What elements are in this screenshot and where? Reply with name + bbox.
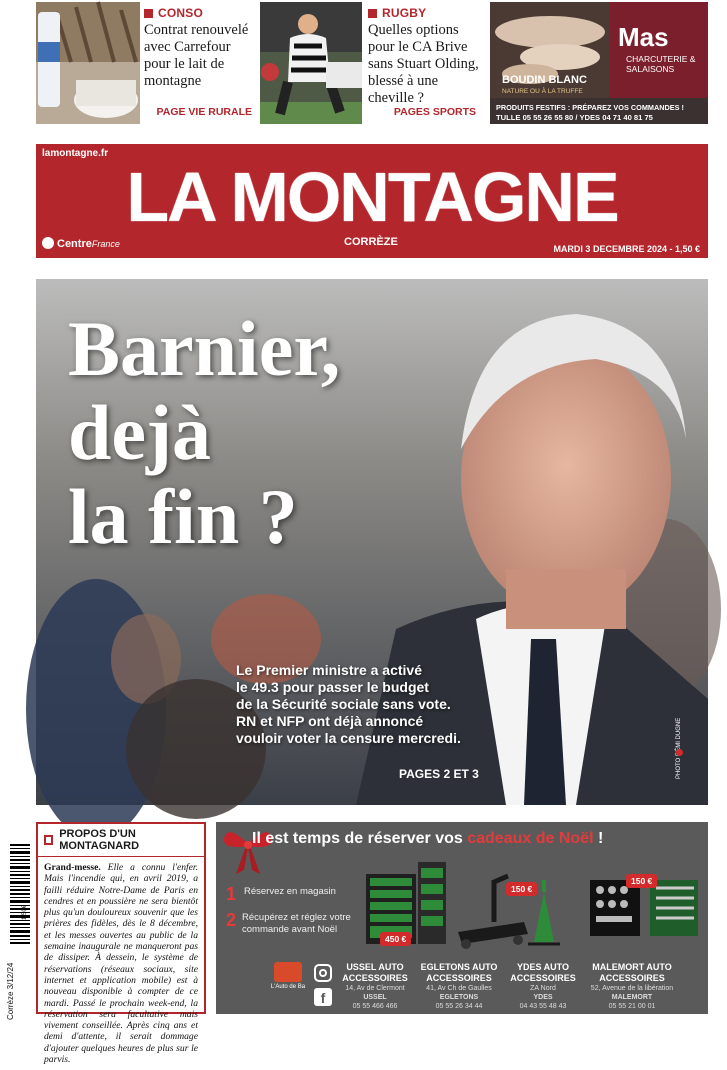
teaser-conso[interactable] bbox=[144, 6, 256, 122]
teaser-rugby-kicker: RUGBY bbox=[368, 6, 480, 20]
centre-france-logo-icon bbox=[42, 237, 54, 249]
hero-headline-line1: Barnier, bbox=[68, 305, 341, 392]
advert-title: Il est temps de réserver vos cadeaux de Noël ! bbox=[252, 830, 604, 847]
barcode-price: 1,50€ bbox=[22, 904, 28, 920]
advert-brand-sub: CHARCUTERIE & SALAISONS bbox=[626, 54, 696, 74]
advert-brand: Mas bbox=[618, 22, 669, 52]
price-tag-jack: 150 € bbox=[506, 882, 537, 896]
masthead-date-price: MARDI 3 DECEMBRE 2024 - 1,50 € bbox=[553, 244, 700, 254]
lauto-logo: L'Auto de Ba bbox=[268, 962, 308, 990]
teaser-conso-kicker: CONSO bbox=[144, 6, 256, 20]
store-ydes: YDES AUTO ACCESSOIRES ZA Nord YDES 04 43 55 48 43 bbox=[510, 962, 576, 1010]
teaser-conso-page-ref[interactable]: PAGE VIE RURALE bbox=[156, 106, 252, 118]
teaser-conso-text: Contrat renouvelé avec Carrefour pour le lait de montagne bbox=[144, 22, 249, 89]
propos-body bbox=[38, 857, 204, 1070]
barcode-edition: Corrèze 3/12/24 bbox=[6, 962, 15, 1020]
propos-montagnard bbox=[36, 822, 206, 1066]
advert-step-2: 2 Récupérez et réglez votre commande avant Noël bbox=[226, 910, 351, 935]
hero-photo bbox=[36, 279, 708, 805]
advert-product: BOUDIN BLANC bbox=[502, 74, 587, 86]
masthead-title: LA MONTAGNE bbox=[126, 158, 618, 236]
store-egletons: EGLETONS AUTO ACCESSOIRES 41, Av Ch de Gaulles EGLETONS 05 55 26 34 44 bbox=[420, 962, 498, 1010]
hero-standfirst: Le Premier ministre a activé le 49.3 pour passer le budget de la Sécurité sociale sans vote. RN et NFP ont déjà annoncé vouloir voter la censure mercredi. bbox=[236, 662, 461, 746]
hero-headline bbox=[68, 307, 488, 559]
advert-product-sub: NATURE OU À LA TRUFFE bbox=[502, 88, 583, 95]
masthead-edition: CORRÈZE bbox=[344, 236, 398, 248]
store-ussel: USSEL AUTO ACCESSOIRES 14, Av de Clermont USSEL 05 55 466 466 bbox=[342, 962, 408, 1010]
kicker-square-icon bbox=[368, 9, 377, 18]
store-malemort: MALEMORT AUTO ACCESSOIRES 52, Avenue de la libération MALEMORT 05 55 21 00 01 bbox=[590, 962, 674, 1010]
hero-headline-line2: dejà bbox=[68, 389, 211, 476]
advert-mas-charcuterie[interactable] bbox=[490, 2, 708, 124]
hero-headline-line3: la fin ? bbox=[68, 473, 298, 560]
teaser-rugby[interactable] bbox=[368, 6, 480, 122]
barcode bbox=[8, 844, 32, 964]
jack-stands-image bbox=[454, 862, 564, 952]
masthead-website[interactable]: lamontagne.fr bbox=[42, 148, 109, 159]
teaser-rugby-text: Quelles options pour le CA Brive sans Stuart Olding, blessé à une cheville ? bbox=[368, 22, 479, 106]
advert-line1: PRODUITS FESTIFS : PRÉPAREZ VOS COMMANDES ! bbox=[496, 103, 684, 112]
advert-step-1: 1 Réservez en magasin bbox=[226, 884, 336, 904]
propos-lead: Grand-messe. bbox=[44, 862, 101, 873]
masthead bbox=[36, 144, 708, 258]
hero-pages-ref[interactable]: PAGES 2 ET 3 bbox=[399, 767, 479, 781]
kicker-square-icon bbox=[144, 9, 153, 18]
heading-square-icon bbox=[44, 835, 53, 845]
advert-line2: TULLE 05 55 26 55 80 / YDES 04 71 40 81 75 bbox=[496, 113, 653, 122]
masthead-group: CentreFrance bbox=[42, 237, 120, 250]
instagram-icon[interactable] bbox=[314, 964, 332, 982]
price-tag-cabinet: 450 € bbox=[380, 932, 411, 946]
barcode-icon bbox=[8, 844, 32, 964]
advert-auto-accessoires[interactable] bbox=[216, 822, 708, 1014]
facebook-icon[interactable]: f bbox=[314, 988, 332, 1006]
teaser-rugby-page-ref[interactable]: PAGES SPORTS bbox=[393, 106, 476, 118]
teaser-rugby-photo bbox=[260, 2, 362, 124]
teaser-conso-photo bbox=[36, 2, 140, 124]
propos-text: Elle a connu l'enfer. Mais l'incendie qui, en avril 2019, a failli réduire Notre-Dame de Paris en cendres et en poussière ne sera bientôt plus qu'un douloureux souvenir que les prières des fidèles, dès le 8 décembre, et les messes ouvertes au public de la semaine inaugurale ne manqueront pas de dissiper. À dessein, le système de réservations (réseaux sociaux, site internet et application mobile) est à nouveau disponible à compter de ce mardi. Passé le prochain week-end, la réservation sera facultative mais vivement conseillée. Après cinq ans et demi d'attente, il serait dommage d'ajouter quelques heures de plus sur le parvis. bbox=[44, 862, 198, 1066]
propos-heading: PROPOS D'UN MONTAGNARD bbox=[38, 824, 204, 857]
price-tag-sockets: 150 € bbox=[626, 874, 657, 888]
red-pin-icon bbox=[676, 749, 683, 756]
lauto-logo-icon bbox=[274, 962, 302, 982]
